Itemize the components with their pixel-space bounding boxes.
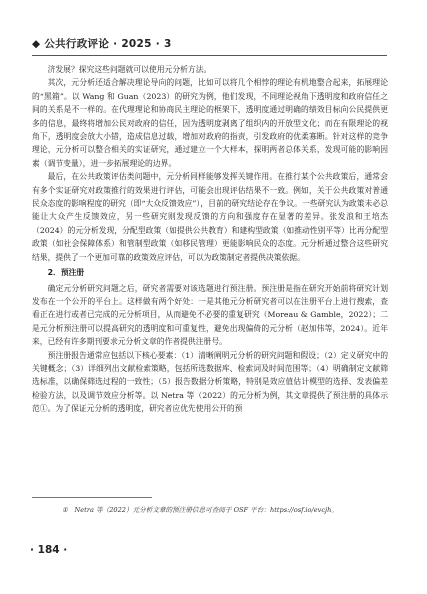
paragraph: 预注册报告通常应包括以下核心要素：（1）清晰阐明元分析的研究问题和假设；（2）定义研究中的关键概念；（3）详细列出文献检索策略，包括所选数据库、检索词及时间范围等；（4）明确制定文献筛选标准，以确保筛选过程的一致性；（5）报告数据分析策略，特别是效应值估计模型的选择、发表偏差检验方法，以及调节效应分析等。以 Netra 等（2022）的元分析为例，其文章提供了预注册的具体示范①。为了保证元分析的透明度，研究者应优先使用公开的预 (32, 350, 388, 414)
header-divider (32, 55, 387, 56)
paragraph: 其次，元分析还适合解决理论导向的问题，比如可以将几个相悖的理论有机地整合起来，拓展理论的“黑箱”。以 Wang 和 Guan（2023）的研究为例，他们发现，不同理论视角下透明度和政府信任之间的关系是不一样的。在代理理论和协商民主理论的框架下，透明度通过明确的绩效目标向公民提供更多的信息，最终将增加公民对政府的信任，因为透明度剥离了组织内的开放型文化；而在有限理论的视角下，透明度会放大小错，造成信息过载，增加对政府的指责，引发政府的优柔寡断。针对这样的竞争理论，元分析可以整合相关的实证研究，通过建立一个大样本，探明两者总体关系，发现可能的影响因素（调节变量），进一步拓展理论的边界。 (32, 78, 388, 168)
footnote-divider (32, 497, 152, 498)
paragraph: 最后，在公共政策评估类问题中，元分析同样能够发挥关键作用。在推行某个公共政策后，通常会有多个实证研究对政策推行的效果进行评估，可能会出现评估结果不一致。例如，关于公共政策对普通民众态度的影响程度的研究（即“大众反馈效应”），目前的研究结论存在争议。一些研究认为政策未必总能让大众产生反馈效应，另一些研究则发现反馈的方向和强度存在显著的差异。张发浪和王培杰（2024）的元分析发现，分配型政策（如提供公共教育）和建构型政策（如推动性别平等）比再分配型政策（如社会保障体系）和管制型政策（如移民管理）更能影响民众的态度。元分析通过整合这些研究结果，提供了一个更加可靠的政策效应评估，可以为政策制定者提供决策依据。 (32, 172, 388, 262)
running-header: ◆ 公共行政评论 · 2025 · 3 (32, 38, 172, 50)
paragraph: 确定元分析研究问题之后，研究者需要对该选题进行预注册。预注册是指在研究开始前将研究计划发布在一个公开的平台上。这样做有两个好处：一是其他元分析研究者可以在注册平台上进行搜索，查看正在进行或者已完成的元分析项目，从而避免不必要的重复研究（Moreau & Gamble，2022）；二是元分析预注册可以提高研究的透明度和可重复性，避免出现偏倚的元分析（赵加伟等，2024）。近年来，已经有许多期刊要求元分析文章的作者提供注册号。 (32, 283, 388, 347)
footnote: ① Netra 等（2022）元分析文章的预注册信息可查阅于 OSF 平台：https://osf.io/evcjh。 (62, 506, 338, 514)
page-number: · 184 · (30, 544, 68, 556)
paragraph: 济发展？探究这些问题就可以使用元分析方法。 (47, 65, 212, 74)
article-body (32, 63, 388, 416)
section-heading: 2．预注册 (47, 268, 85, 278)
